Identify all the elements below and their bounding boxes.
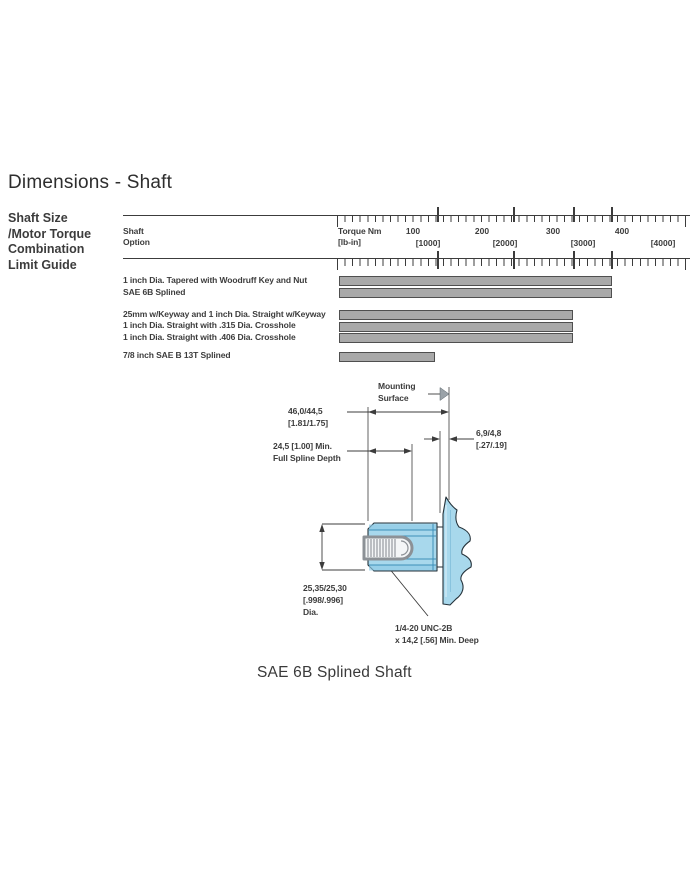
dim-diameter-label bbox=[303, 582, 347, 618]
torque-bar bbox=[339, 288, 612, 298]
torque-bar bbox=[339, 310, 573, 320]
axis-tick-label-nm: 200 bbox=[474, 226, 490, 236]
axis-tick-label-lbin: [3000] bbox=[570, 238, 596, 248]
mounting-surface-label-line: Mounting bbox=[378, 381, 416, 391]
torque-bar bbox=[339, 276, 612, 286]
arrowhead bbox=[368, 409, 376, 414]
shaft-option-label: 25mm w/Keyway and 1 inch Dia. Straight w/Keyway bbox=[123, 308, 326, 319]
page-title: Dimensions - Shaft bbox=[8, 172, 173, 193]
arrowhead bbox=[319, 524, 324, 532]
dim-label-line: 6,9/4,8 bbox=[476, 428, 502, 438]
axis-tick-label-nm: 100 bbox=[405, 226, 421, 236]
shaft-option-label: 1 inch Dia. Tapered with Woodruff Key and Nut bbox=[123, 274, 308, 285]
axis-tick-label-nm: 300 bbox=[545, 226, 561, 236]
shaft-option-label: 1 inch Dia. Straight with .315 Dia. Crosshole bbox=[123, 320, 296, 330]
dim-label-line: [1.81/1.75] bbox=[288, 418, 329, 428]
dim-spline-depth-label bbox=[273, 440, 341, 464]
section-label-line: Shaft Size bbox=[8, 211, 68, 225]
section-label-line: Limit Guide bbox=[8, 257, 77, 272]
dim-label-line: x 14,2 [.56] Min. Deep bbox=[395, 635, 479, 645]
major-tick bbox=[513, 207, 515, 222]
dim-pilot-label bbox=[476, 427, 507, 451]
shaft-option-label: SAE 6B Splined bbox=[123, 286, 186, 297]
major-tick bbox=[611, 207, 613, 222]
shaft-option-header-line: Shaft bbox=[123, 226, 144, 236]
dim-overall-length-label bbox=[288, 405, 328, 429]
arrowhead bbox=[441, 409, 449, 414]
mounting-surface-arrow-icon bbox=[440, 388, 449, 401]
extension-lines bbox=[368, 387, 449, 521]
dim-label-line: Full Spline Depth bbox=[273, 453, 341, 463]
major-tick bbox=[513, 251, 515, 269]
ruler-end-tick bbox=[685, 215, 686, 227]
shaft-option-label: 1 inch Dia. Straight with .406 Dia. Crosshole bbox=[123, 331, 296, 342]
major-tick bbox=[437, 207, 439, 222]
arrowhead bbox=[449, 436, 457, 441]
major-tick bbox=[437, 251, 439, 269]
axis-tick-label-nm: 400 bbox=[614, 226, 630, 236]
mounting-surface-label-line: Surface bbox=[378, 393, 409, 403]
arrowhead bbox=[368, 448, 376, 453]
shaft-drawing bbox=[240, 372, 530, 662]
axis-tick-label-lbin: [2000] bbox=[492, 238, 518, 248]
shaft-option-header bbox=[123, 226, 150, 248]
torque-bar bbox=[339, 322, 573, 332]
axis-tick-label-lbin: [1000] bbox=[415, 238, 441, 248]
arrowhead bbox=[432, 436, 440, 441]
major-tick bbox=[573, 251, 575, 269]
dim-label-line: 25,35/25,30 bbox=[303, 583, 347, 593]
shaft-option-header-line: Option bbox=[123, 237, 150, 247]
threaded-hole bbox=[364, 537, 412, 559]
torque-axis-units bbox=[338, 226, 381, 248]
ruler-end-tick bbox=[685, 258, 686, 270]
dim-label-line: 46,0/44,5 bbox=[288, 406, 323, 416]
torque-bar bbox=[339, 352, 435, 362]
mounting-flange bbox=[443, 497, 471, 605]
major-tick bbox=[611, 251, 613, 269]
torque-axis-unit-lbin: [lb-in] bbox=[338, 237, 361, 247]
arrowhead bbox=[319, 562, 324, 570]
section-label bbox=[8, 211, 91, 273]
dim-diameter-lines bbox=[322, 524, 365, 570]
dim-label-line: 1/4-20 UNC-2B bbox=[395, 623, 453, 633]
section-label-line: Combination bbox=[8, 242, 85, 256]
torque-bar bbox=[339, 333, 573, 343]
thread-note-label bbox=[395, 622, 479, 646]
section-label-line: /Motor Torque bbox=[8, 226, 92, 241]
major-tick bbox=[573, 207, 575, 222]
ruler-end-tick bbox=[337, 258, 338, 270]
dim-label-line: [.27/.19] bbox=[476, 440, 507, 450]
torque-axis-unit-nm: Torque Nm bbox=[338, 226, 382, 236]
arrowhead bbox=[404, 448, 412, 453]
dim-label-line: [.998/.996] bbox=[303, 595, 344, 605]
dim-label-line: Dia. bbox=[303, 607, 319, 617]
mounting-surface-label bbox=[378, 380, 415, 404]
axis-tick-label-lbin: [4000] bbox=[650, 238, 676, 248]
shaft-option-label: 7/8 inch SAE B 13T Splined bbox=[123, 350, 231, 360]
drawing-caption: SAE 6B Splined Shaft bbox=[257, 664, 412, 681]
dim-label-line: 24,5 [1.00] Min. bbox=[273, 441, 332, 451]
